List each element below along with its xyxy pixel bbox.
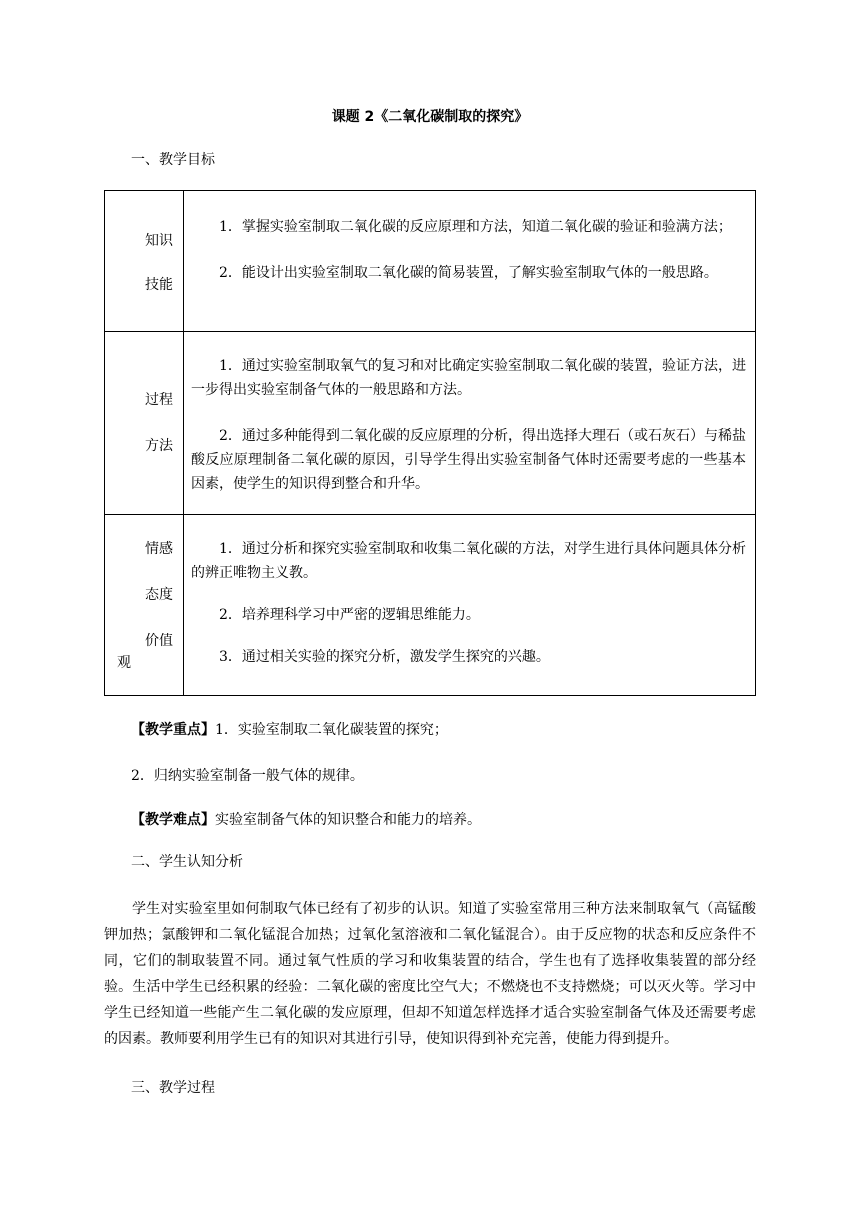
goal-item: 2．通过多种能得到二氧化碳的反应原理的分析，得出选择大理石（或石灰石）与稀盐酸反应原理制备二氧化碳的原因，引导学生得出实验室制备气体时还需要考虑的一些基本因素，使学生的知识得到整合和升华。 bbox=[191, 428, 746, 492]
category-line: 观 bbox=[117, 655, 131, 671]
goals-row-emotion bbox=[105, 515, 756, 696]
goals-category-cell bbox=[105, 515, 184, 696]
key-points-line bbox=[131, 720, 448, 740]
key-points-line-2: 2．归纳实验室制备一般气体的规律。 bbox=[131, 768, 364, 784]
section-heading-process: 三、教学过程 bbox=[131, 1080, 215, 1096]
category-line: 知识 bbox=[145, 233, 173, 249]
category-line: 价值 bbox=[145, 633, 173, 649]
goals-row-knowledge bbox=[105, 191, 756, 332]
goals-table bbox=[104, 190, 756, 696]
category-line: 方法 bbox=[145, 438, 173, 454]
category-line: 过程 bbox=[145, 392, 173, 408]
goal-item: 2．能设计出实验室制取二氧化碳的简易装置，了解实验室制取气体的一般思路。 bbox=[219, 265, 718, 281]
goal-item: 3．通过相关实验的探究分析，激发学生探究的兴趣。 bbox=[219, 649, 550, 665]
goals-items-cell bbox=[184, 515, 756, 696]
category-line: 情感 bbox=[145, 541, 173, 557]
difficulty-line bbox=[131, 810, 481, 830]
key-points-text: 1．实验室制取二氧化碳装置的探究； bbox=[215, 722, 448, 738]
difficulty-text: 实验室制备气体的知识整合和能力的培养。 bbox=[215, 812, 481, 828]
goal-item: 1．通过分析和探究实验室制取和收集二氧化碳的方法，对学生进行具体问题具体分析的辨正唯物主义教。 bbox=[191, 541, 746, 581]
section-heading-analysis: 二、学生认知分析 bbox=[131, 854, 243, 870]
analysis-paragraph: 学生对实验室里如何制取气体已经有了初步的认识。知道了实验室常用三种方法来制取氧气（高锰酸钾加热；氯酸钾和二氧化锰混合加热；过氧化氢溶液和二氧化锰混合）。由于反应物的状态和反应条件不同，它们的制取装置不同。通过氧气性质的学习和收集装置的结合，学生也有了选择收集装置的部分经验。生活中学生已经积累的经验：二氧化碳的密度比空气大；不燃烧也不支持燃烧；可以灭火等。学习中学生已经知道一些能产生二氧化碳的发应原理，但却不知道怎样选择才适合实验室制备气体及还需要考虑的因素。教师要利用学生已有的知识对其进行引导，使知识得到补充完善，使能力得到提升。 bbox=[104, 901, 756, 1047]
goal-item: 2．培养理科学习中严密的逻辑思维能力。 bbox=[219, 607, 480, 623]
goals-category-cell bbox=[105, 191, 184, 332]
goal-item: 1．通过实验室制取氧气的复习和对比确定实验室制取二氧化碳的装置，验证方法，进一步得出实验室制备气体的一般思路和方法。 bbox=[191, 358, 746, 398]
goals-category-cell bbox=[105, 332, 184, 515]
goal-item: 1．掌握实验室制取二氧化碳的反应原理和方法，知道二氧化碳的验证和验满方法； bbox=[219, 219, 732, 235]
difficulty-label: 【教学难点】 bbox=[131, 812, 215, 828]
section-heading-goals: 一、教学目标 bbox=[131, 152, 215, 168]
category-line: 技能 bbox=[145, 277, 173, 293]
key-points-label: 【教学重点】 bbox=[131, 722, 215, 738]
goals-row-process bbox=[105, 332, 756, 515]
document-title: 课题 2《二氧化碳制取的探究》 bbox=[331, 109, 529, 125]
goals-items-cell bbox=[184, 332, 756, 515]
category-line: 态度 bbox=[145, 587, 173, 603]
goals-items-cell bbox=[184, 191, 756, 332]
